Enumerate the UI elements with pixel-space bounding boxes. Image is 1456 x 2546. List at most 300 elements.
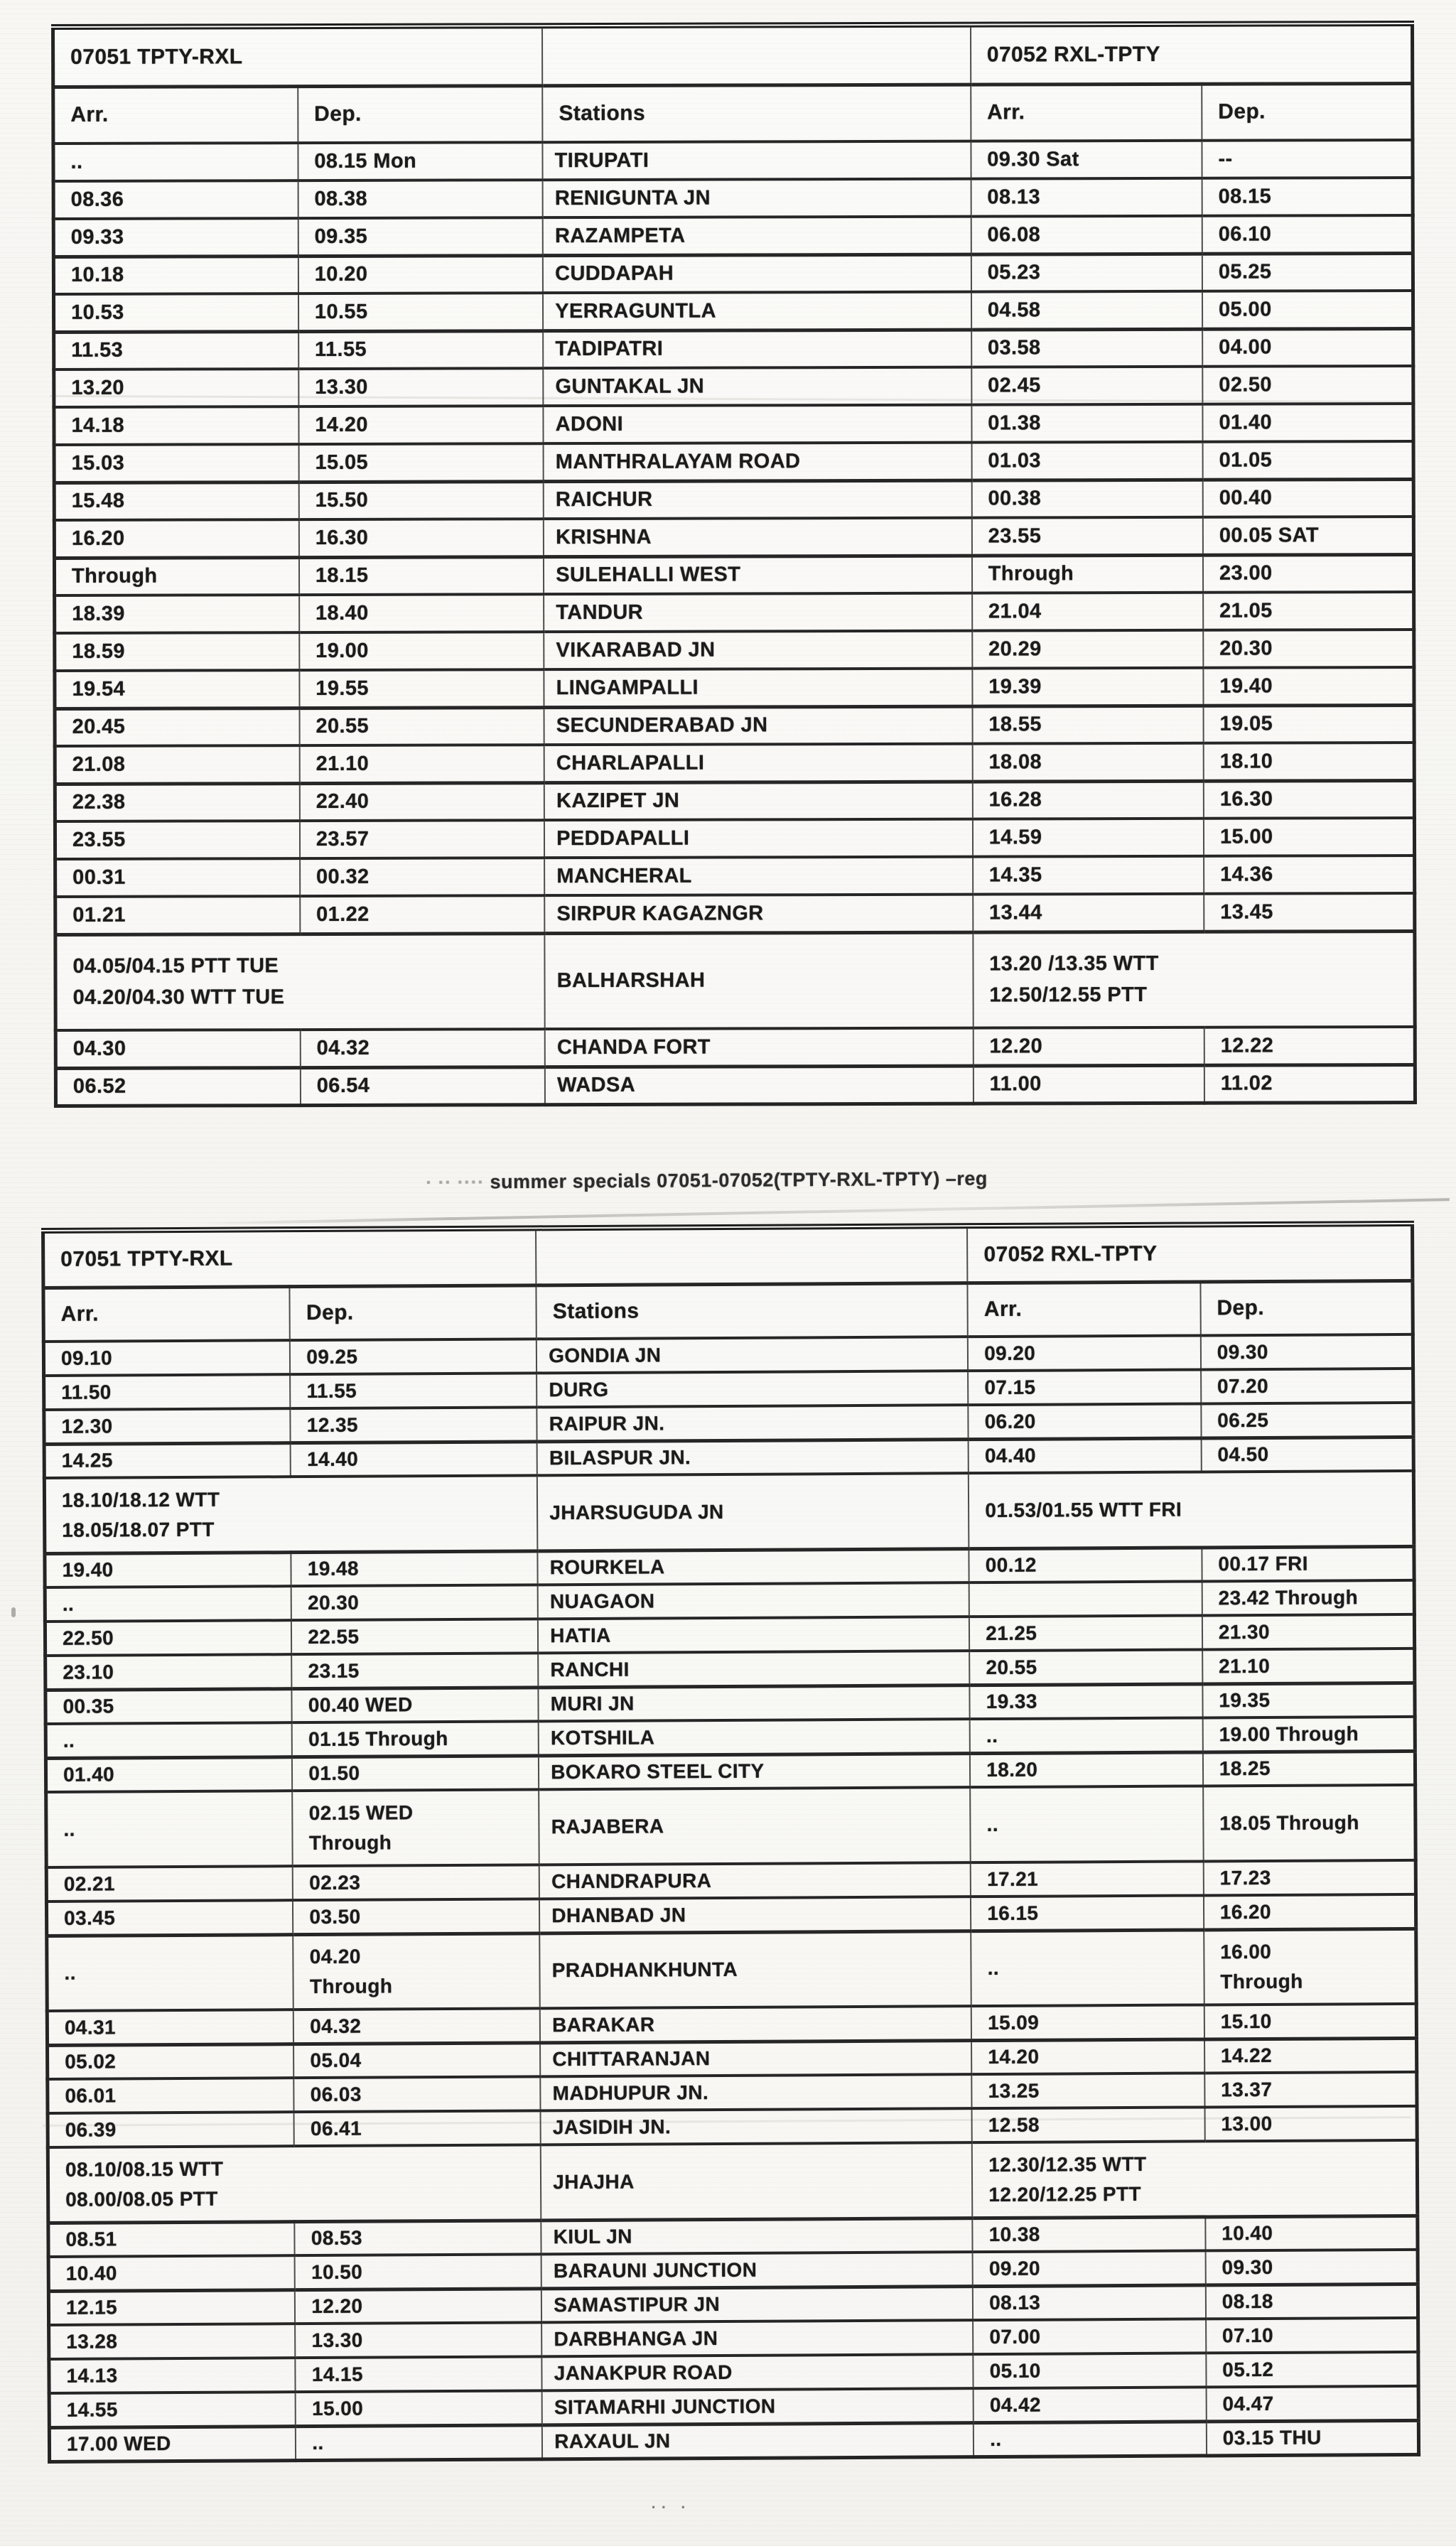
departure-cell-left-line: Through [309,1975,393,1998]
departure-cell-left: 14.15 [296,2356,542,2392]
arrival-cell-right: 03.58 [971,329,1202,367]
station-name: JASIDIH JN. [541,2108,972,2145]
arrival-cell-left: 04.30 [55,1030,300,1068]
arrival-cell-left: 10.53 [53,293,298,332]
arrival-header-left: Arr. [43,1286,290,1342]
departure-cell-left [293,1933,540,2010]
departure-cell-left: 22.55 [291,1619,538,1654]
departure-cell-left: 04.32 [301,1029,545,1067]
arrival-cell-right: 08.13 [973,2285,1206,2320]
times-span-left-line: 08.10/08.15 WTT [65,2157,224,2181]
departure-cell-right: 14.22 [1204,2038,1417,2073]
arrival-cell-right: 05.10 [974,2353,1207,2388]
departure-cell-left: 06.03 [294,2076,541,2112]
departure-cell-right: 19.05 [1203,705,1414,743]
times-span-right-line: 13.20 /13.35 WTT [989,952,1159,976]
arrival-cell-right: 00.12 [969,1547,1202,1582]
arrival-cell-right: 04.58 [971,291,1202,330]
departure-cell-right: 18.05 Through [1203,1785,1415,1862]
departure-cell-right: 23.42 Through [1202,1580,1414,1616]
departure-cell-right: 08.15 [1202,178,1413,216]
train-title-row [53,23,1413,87]
arrival-cell-left: 05.02 [48,2044,294,2079]
station-name: RAIPUR JN. [537,1405,969,1441]
departure-cell-left: 10.55 [298,293,543,331]
departure-cell-left: 03.50 [293,1899,539,1934]
arrival-cell-left: 01.40 [45,1757,292,1792]
departure-cell-left: 06.54 [301,1067,545,1105]
station-name: SAMASTIPUR JN [541,2286,973,2322]
station-name: ROURKELA [538,1548,969,1585]
caption-text: summer specials 07051-07052(TPTY-RXL-TPTY) –reg [490,1167,988,1193]
departure-cell-left: 10.20 [298,255,543,293]
departure-cell-right: 05.12 [1206,2352,1418,2388]
station-name: SECUNDERABAD JN [544,706,973,745]
arrival-cell-right: 09.20 [973,2250,1206,2286]
times-span-left-line: 04.20/04.30 WTT TUE [72,985,285,1009]
station-row [53,140,1413,181]
arrival-cell-right: 18.08 [972,743,1203,782]
arrival-cell-left: 04.31 [47,2010,293,2045]
departure-cell-left: 19.55 [299,669,544,708]
station-name: BOKARO STEEL CITY [539,1753,970,1789]
times-span-left-line: 18.10/18.12 WTT [61,1488,220,1511]
arrival-cell-left: 03.45 [46,1900,293,1936]
table2-caption [0,1165,1456,1197]
stations-header: Stations [536,1283,968,1339]
departure-cell-right: 23.00 [1203,554,1414,593]
departure-cell-right: 15.00 [1204,818,1415,856]
arrival-cell-left: 09.10 [43,1340,290,1376]
arrival-cell-right: 01.38 [971,404,1202,443]
arrival-cell-right: .. [974,2421,1207,2456]
departure-cell-right: 07.20 [1201,1369,1413,1404]
station-name: PRADHANKHUNTA [539,1931,971,2008]
station-name: MADHUPUR JN. [540,2074,971,2110]
station-row [55,705,1414,746]
lower-timetable [41,1221,1420,2464]
departure-cell-right: 13.00 [1204,2106,1417,2142]
times-span-left-line: 18.05/18.07 PTT [62,1518,215,1541]
departure-cell-left: 00.32 [300,858,544,896]
departure-cell-left-line: 02.15 WED [308,1801,414,1825]
times-span-left-line: 04.05/04.15 PTT TUE [72,954,279,978]
departure-cell-right: 01.40 [1202,404,1413,442]
station-row [53,253,1413,294]
departure-cell-left: 13.30 [298,368,543,406]
departure-cell-left: 18.15 [299,556,544,595]
departure-cell-right: 01.05 [1202,441,1413,480]
departure-cell-right: 21.30 [1202,1614,1415,1650]
arrival-cell-right: 13.44 [973,894,1204,932]
station-name: TIRUPATI [543,141,971,180]
arrival-cell-left: 08.51 [48,2221,295,2257]
arrival-cell-right: 14.59 [973,819,1204,857]
arrival-cell-left: 09.33 [53,218,298,257]
arrival-cell-left: 06.39 [48,2112,294,2147]
departure-cell-right: 04.50 [1201,1437,1413,1472]
column-header-row [53,83,1413,144]
train-number-right: 07052 RXL-TPTY [971,23,1413,85]
arrival-cell-left: 00.31 [55,858,300,897]
arrival-cell-right: 09.30 Sat [971,141,1202,179]
arrival-cell-right: 06.08 [971,216,1202,254]
departure-cell-left: 11.55 [298,330,543,369]
station-name: KIUL JN [541,2218,973,2254]
departure-cell-left: 01.15 Through [292,1721,539,1757]
scan-margin-mark [11,1607,16,1617]
departure-cell-left: 19.48 [291,1550,538,1586]
lower-timetable-body [43,1224,1419,2461]
departure-cell-left: 15.05 [298,443,543,482]
arrival-cell-left: 11.50 [44,1374,291,1410]
departure-cell-right: 20.30 [1203,630,1414,668]
station-row [54,479,1413,520]
departure-cell-right: 06.10 [1202,215,1413,254]
footer-faint-marks: ·· · [651,2498,691,2516]
departure-cell-right: 03.15 THU [1207,2420,1419,2456]
station-name: VIKARABAD JN [544,631,972,670]
station-name: BARAKAR [540,2006,971,2042]
station-name: CHITTARANJAN [540,2040,971,2076]
arrival-cell-left: 10.40 [48,2255,295,2291]
station-row [55,818,1414,859]
station-name: TANDUR [544,593,972,632]
station-name: SULEHALLI WEST [544,556,972,595]
arrival-cell-left: 16.20 [54,519,298,558]
arrival-cell-right: 16.28 [973,781,1204,819]
departure-cell-right: 13.45 [1204,893,1415,932]
stations-header: Stations [542,85,971,143]
station-name: BILASPUR JN. [537,1439,969,1475]
departure-cell-left: 21.10 [299,745,544,783]
arrival-cell-left: .. [47,1934,293,2011]
station-name: RAJABERA [539,1787,971,1865]
times-span-left-line: 08.00/08.05 PTT [65,2187,218,2211]
arrival-cell-right: 12.58 [972,2107,1205,2142]
departure-cell-right-line: 16.00 [1220,1941,1272,1963]
departure-cell-right: 21.10 [1202,1649,1415,1684]
station-name: JHARSUGUDA JN [537,1473,969,1550]
departure-cell-right: 18.25 [1203,1751,1415,1786]
station-row [54,554,1413,595]
arrival-cell-left: 17.00 WED [49,2426,296,2461]
station-row [54,404,1413,445]
station-name: RAZAMPETA [543,217,971,256]
arrival-cell-left: 06.52 [55,1067,300,1106]
station-name: DHANBAD JN [539,1897,971,1933]
station-row [55,667,1414,708]
arrival-cell-right: 04.42 [974,2387,1207,2422]
departure-cell-right: 16.20 [1204,1894,1416,1930]
departure-cell-right: 04.00 [1202,328,1413,367]
arrival-cell-left: 12.15 [48,2289,295,2325]
departure-cell-left: 19.00 [299,632,544,670]
departure-cell-left: 16.30 [299,519,544,557]
station-name: CHANDRAPURA [539,1862,971,1899]
arrival-cell-right: 04.40 [969,1437,1202,1473]
arrival-header-right: Arr. [971,84,1202,141]
station-name: RAICHUR [544,480,972,519]
station-name: TADIPATRI [543,330,971,369]
departure-cell-right: 07.10 [1206,2318,1418,2353]
station-name: RANCHI [538,1651,969,1687]
departure-cell-right: 16.30 [1204,780,1415,819]
station-name: CHANDA FORT [545,1028,974,1067]
departure-cell-right: 14.36 [1204,856,1415,894]
arrival-cell-left: .. [53,143,298,181]
arrival-cell-left: .. [45,1586,291,1622]
departure-cell-left: 14.40 [291,1441,537,1477]
departure-cell-left: 23.57 [300,820,544,858]
station-row [49,2420,1418,2461]
arrival-cell-right: 12.20 [973,1027,1204,1066]
station-name: JANAKPUR ROAD [542,2354,974,2390]
station-name: YERRAGUNTLA [543,292,971,331]
departure-cell-right: 00.40 [1203,479,1414,517]
departure-cell-left: 15.50 [299,481,544,519]
arrival-cell-right: 16.15 [971,1895,1204,1931]
arrival-cell-right: 10.38 [973,2216,1206,2252]
arrival-cell-right: 19.33 [970,1683,1203,1719]
arrival-cell-left: 19.40 [45,1552,291,1587]
station-row [55,743,1414,784]
departure-cell-right-line: Through [1220,1970,1303,1993]
arrival-cell-left: 14.18 [54,406,298,445]
station-name: JHAJHA [541,2142,973,2220]
arrival-cell-left: 20.45 [55,708,299,746]
arrival-cell-right: 17.21 [971,1861,1204,1897]
departure-cell-left: 20.55 [299,707,544,745]
caption-faint-prefix: · ·· ···· [426,1171,490,1193]
departure-cell-right: 02.50 [1202,366,1413,404]
station-name: HATIA [538,1617,969,1653]
departure-cell-left [293,1789,539,1866]
times-span-right [972,2140,1418,2218]
arrival-cell-left: 12.30 [44,1408,291,1444]
times-span-right [969,1471,1414,1548]
arrival-cell-left: 11.53 [54,331,298,370]
arrival-cell-right [969,1581,1202,1617]
station-row [54,328,1413,370]
station-name: WADSA [545,1066,974,1105]
arrival-header-left: Arr. [53,86,298,144]
arrival-cell-right: 14.20 [971,2039,1204,2074]
departure-cell-left: 09.25 [290,1339,536,1374]
times-span-right-line: 12.30/12.35 WTT [988,2152,1147,2176]
arrival-cell-left: .. [45,1722,292,1758]
arrival-cell-right: 07.15 [968,1369,1201,1405]
arrival-cell-right: 11.00 [974,1065,1204,1104]
arrival-cell-left: 14.13 [49,2358,296,2393]
arrival-cell-left: 22.50 [45,1620,291,1656]
train-number-left: 07051 TPTY-RXL [43,1228,536,1288]
station-name: CHARLAPALLI [544,744,973,783]
times-span-right [973,931,1415,1028]
arrival-cell-left: 13.20 [54,369,298,407]
arrival-cell-right: 01.03 [971,442,1202,480]
arrival-cell-right: Through [972,555,1203,593]
arrival-cell-right: 23.55 [972,517,1203,556]
station-name: KRISHNA [544,518,972,557]
times-span-right-line: 12.50/12.55 PTT [989,983,1148,1007]
arrival-cell-left: 23.55 [55,821,299,859]
arrival-cell-left: 06.01 [48,2078,294,2113]
station-name: BALHARSHAH [545,932,974,1030]
departure-cell-right: 05.25 [1202,253,1413,291]
arrival-cell-left: 15.48 [54,482,298,520]
departure-cell-right: 06.25 [1201,1403,1413,1438]
departure-cell-left: 05.04 [293,2042,540,2078]
departure-header-right: Dep. [1202,83,1413,141]
departure-cell-right: 18.10 [1204,743,1415,781]
arrival-cell-left: 13.28 [49,2324,296,2359]
departure-cell-left: 10.50 [295,2254,541,2289]
station-name: KOTSHILA [539,1719,970,1755]
arrival-cell-right: 06.20 [969,1403,1202,1439]
departure-cell-right [1204,1929,1416,2005]
arrival-cell-right: .. [971,1929,1204,2006]
station-row [55,630,1414,671]
departure-cell-left: 20.30 [291,1585,538,1620]
station-row [55,780,1414,821]
departure-cell-left: 23.15 [292,1653,539,1688]
arrival-cell-left: 14.25 [44,1442,291,1478]
departure-header-right: Dep. [1200,1280,1413,1336]
arrival-cell-right: 19.39 [972,668,1203,706]
station-row [54,366,1413,407]
departure-cell-right: 10.40 [1205,2216,1418,2251]
station-name: MURI JN [539,1685,970,1721]
station-name: BARAUNI JUNCTION [541,2252,973,2288]
station-row [55,1027,1415,1068]
station-name: SITAMARHI JUNCTION [542,2388,974,2424]
arrival-cell-left: 18.59 [55,632,299,671]
station-name: LINGAMPALLI [544,669,973,708]
arrival-header-right: Arr. [968,1281,1201,1337]
times-span-left [55,933,545,1030]
departure-cell-right: 08.18 [1206,2284,1418,2319]
arrival-cell-left: 01.21 [55,896,300,934]
departure-cell-left: 22.40 [300,782,544,821]
departure-cell-left: 08.15 Mon [298,142,542,180]
arrival-cell-right: 15.09 [971,2005,1204,2040]
arrival-cell-right: 20.55 [969,1649,1202,1685]
arrival-cell-right: 08.13 [971,178,1202,217]
departure-cell-right: 05.00 [1202,291,1413,329]
arrival-cell-right: 02.45 [971,367,1202,405]
upper-timetable-body [53,23,1415,1106]
station-row [46,1785,1416,1867]
arrival-cell-left: 19.54 [55,670,299,708]
arrival-cell-left: Through [54,557,298,595]
times-span-left [48,2145,541,2223]
departure-cell-left: 18.40 [299,594,544,632]
station-name: PEDDAPALLI [544,819,973,858]
arrival-cell-left: 00.35 [45,1688,292,1724]
arrival-cell-left: 14.55 [49,2392,296,2427]
departure-cell-right: 19.00 Through [1202,1717,1415,1752]
station-name: RAXAUL JN [542,2422,974,2459]
departure-cell-left: 14.20 [298,406,543,444]
departure-cell-right: 11.02 [1204,1064,1415,1103]
departure-cell-right: 00.05 SAT [1203,517,1414,555]
station-row [54,517,1413,558]
departure-cell-left: 08.38 [298,180,542,218]
arrival-cell-right: 00.38 [971,480,1202,518]
departure-cell-left: 08.53 [295,2220,541,2255]
departure-cell-right: 00.17 FRI [1202,1546,1414,1582]
arrival-cell-right: 20.29 [972,630,1203,669]
departure-cell-right: 17.23 [1203,1860,1415,1896]
arrival-cell-left: 23.10 [45,1654,292,1690]
departure-cell-left-line: 04.20 [309,1945,361,1968]
station-row [53,178,1413,219]
departure-cell-right: 12.22 [1204,1027,1415,1065]
departure-header-left: Dep. [298,85,543,143]
station-row [47,1929,1417,2011]
station-row [54,441,1413,482]
departure-cell-left: 15.00 [296,2390,542,2426]
station-name: MANTHRALAYAM ROAD [544,443,972,482]
station-row [55,1064,1415,1106]
departure-cell-left: .. [296,2424,542,2460]
station-row [55,592,1414,633]
departure-cell-left: 04.32 [293,2008,540,2044]
station-name: DURG [536,1371,968,1407]
arrival-cell-right: .. [970,1717,1203,1753]
arrival-cell-right: 13.25 [971,2073,1204,2108]
departure-cell-left: 00.40 WED [292,1687,539,1722]
station-name: CUDDAPAH [543,254,971,293]
station-name: GONDIA JN [536,1337,968,1373]
station-row [55,893,1415,934]
arrival-cell-right: 18.55 [972,706,1203,744]
departure-cell-right: 15.10 [1204,2004,1417,2039]
train-number-left: 07051 TPTY-RXL [53,26,543,87]
departure-cell-right: 19.40 [1203,667,1414,706]
arrival-cell-left: .. [46,1791,293,1867]
times-span-left [44,1475,537,1553]
departure-cell-left: 01.50 [292,1755,539,1791]
station-name: MANCHERAL [544,857,973,896]
train-number-right: 07052 RXL-TPTY [967,1224,1413,1283]
departure-cell-left: 13.30 [295,2322,541,2358]
column-header-row [43,1280,1413,1342]
train-title-row [43,1224,1413,1288]
departure-cell-right: 13.37 [1204,2072,1417,2108]
times-span-right-line: 01.53/01.55 WTT FRI [985,1498,1182,1521]
arrival-cell-right: .. [970,1786,1203,1862]
arrival-cell-left: 10.18 [53,256,298,294]
departure-cell-left: 01.22 [300,895,544,934]
station-name: GUNTAKAL JN [543,367,971,406]
times-span-right-line: 12.20/12.25 PTT [988,2182,1142,2206]
departure-header-left: Dep. [290,1285,536,1340]
station-row [44,1471,1414,1553]
arrival-cell-right: 18.20 [970,1752,1203,1787]
stations-header-blank [542,25,971,86]
departure-cell-right: -- [1202,140,1413,178]
arrival-cell-right: 09.20 [968,1335,1201,1371]
departure-cell-right: 21.05 [1203,592,1414,630]
arrival-cell-right: 07.00 [973,2319,1206,2354]
departure-cell-left: 12.35 [291,1407,537,1442]
arrival-cell-right: 21.04 [972,593,1203,631]
departure-cell-right: 19.35 [1202,1683,1415,1718]
departure-cell-right: 09.30 [1205,2250,1418,2285]
station-name: SIRPUR KAGAZNGR [544,895,973,934]
